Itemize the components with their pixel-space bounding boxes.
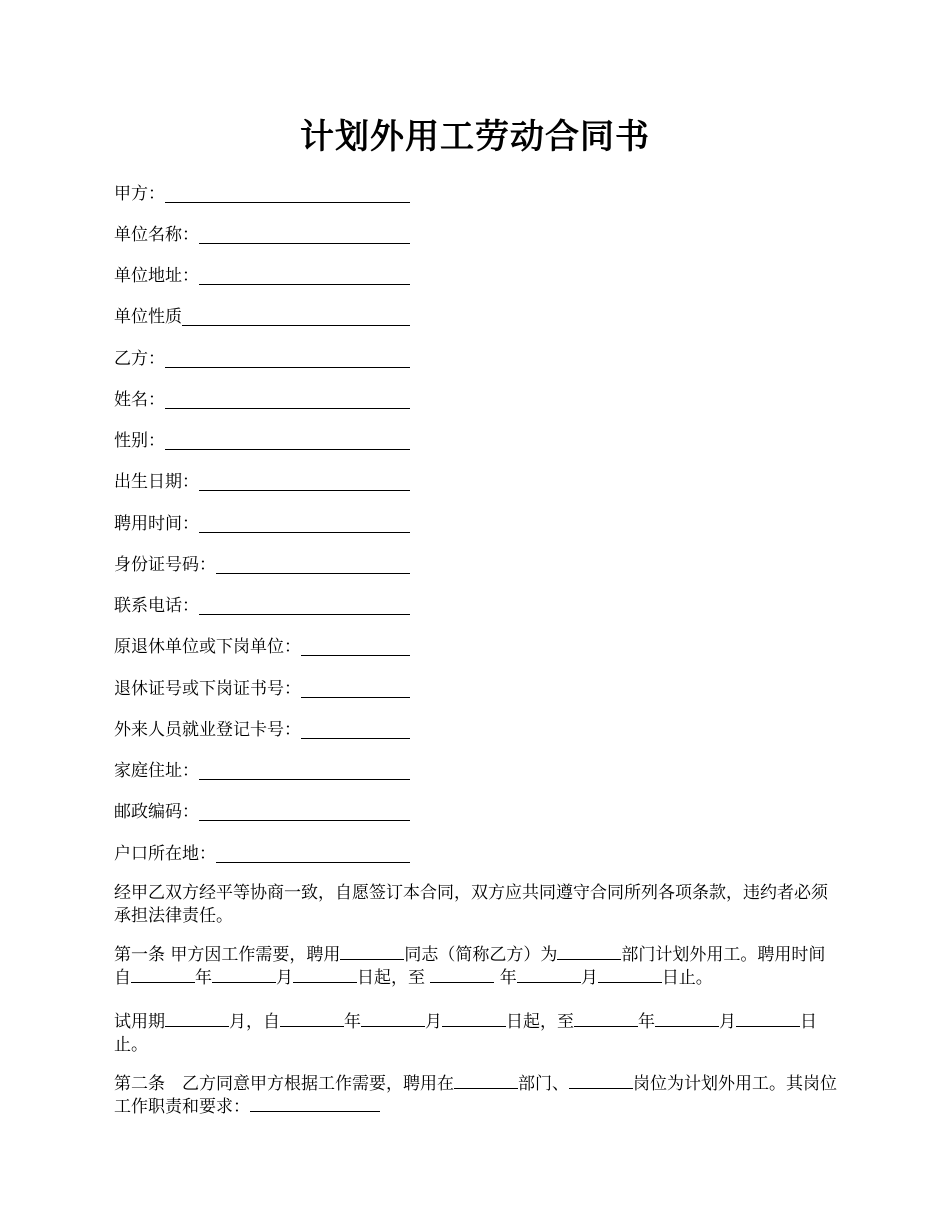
blank-line[interactable]	[736, 1011, 800, 1027]
fill-in-line[interactable]	[199, 514, 410, 533]
field-birth-date	[114, 468, 410, 494]
field-unit-address	[114, 262, 410, 288]
paragraph-text: 日起，至	[357, 968, 431, 988]
paragraph-text: 部门计划外用工。聘用时间自	[114, 945, 826, 988]
paragraph-text: 年	[494, 968, 517, 988]
field-former-unit	[114, 633, 410, 659]
paragraph-text: 月	[276, 968, 293, 988]
document-title: 计划外用工劳动合同书	[300, 117, 650, 157]
field-party-a	[114, 180, 410, 206]
blank-line[interactable]	[250, 1096, 380, 1112]
blank-line[interactable]	[442, 1011, 506, 1027]
field-employment-time	[114, 510, 410, 536]
blank-line[interactable]	[557, 944, 621, 960]
field-home-address	[114, 757, 410, 783]
paragraph-text: 年	[344, 1012, 361, 1032]
fill-in-line[interactable]	[165, 431, 410, 450]
field-label: 乙方：	[114, 349, 165, 369]
field-label: 甲方：	[114, 184, 165, 204]
fill-in-line[interactable]	[182, 307, 410, 326]
paragraph-text: 同志（简称乙方）为	[404, 945, 558, 965]
paragraph-text: 月，自	[229, 1012, 280, 1032]
field-label: 户口所在地：	[114, 844, 216, 864]
intro-paragraph: 经甲乙双方经平等协商一致，自愿签订本合同，双方应共同遵守合同所列各项条款，违约者必须承担法律责任。	[114, 883, 828, 926]
paragraph-text: 年	[195, 968, 212, 988]
paragraph-text: 第一条 甲方因工作需要，聘用	[114, 945, 341, 965]
fill-in-line[interactable]	[165, 390, 410, 409]
probation-paragraph	[114, 1011, 838, 1057]
field-label: 姓名：	[114, 390, 165, 410]
fill-in-line[interactable]	[199, 802, 410, 821]
fill-in-line[interactable]	[199, 596, 410, 615]
article-1-paragraph	[114, 944, 838, 990]
field-label: 单位名称：	[114, 225, 199, 245]
field-unit-nature	[114, 303, 410, 329]
field-label: 身份证号码：	[114, 555, 216, 575]
field-registration-card	[114, 716, 410, 742]
blank-line[interactable]	[361, 1011, 425, 1027]
field-label: 单位地址：	[114, 266, 199, 286]
field-label: 家庭住址：	[114, 761, 199, 781]
blank-line[interactable]	[598, 967, 662, 983]
paragraph-text: 第二条 乙方同意甲方根据工作需要，聘用在	[114, 1074, 454, 1094]
fill-in-line[interactable]	[301, 679, 410, 698]
paragraph-text: 日止。	[114, 1012, 817, 1055]
field-label: 原退休单位或下岗单位：	[114, 637, 301, 657]
paragraph-text: 日止。	[661, 968, 713, 988]
blank-line[interactable]	[574, 1011, 638, 1027]
fill-in-line[interactable]	[199, 266, 410, 285]
fill-in-line[interactable]	[165, 349, 410, 368]
paragraph-text: 年	[638, 1012, 655, 1032]
blank-line[interactable]	[131, 967, 195, 983]
fill-in-line[interactable]	[199, 761, 410, 780]
fill-in-line[interactable]	[199, 472, 410, 491]
field-gender	[114, 427, 410, 453]
fill-in-line[interactable]	[165, 184, 410, 203]
blank-line[interactable]	[517, 967, 581, 983]
fill-in-line[interactable]	[301, 637, 410, 656]
paragraph-text: 试用期	[114, 1012, 165, 1032]
fill-in-line[interactable]	[301, 720, 410, 739]
blank-line[interactable]	[454, 1073, 518, 1089]
paragraph-text: 部门、	[518, 1074, 569, 1094]
paragraph-text: 月	[580, 968, 598, 988]
field-certificate-number	[114, 675, 410, 701]
fill-in-line[interactable]	[216, 555, 410, 574]
field-label: 邮政编码：	[114, 802, 199, 822]
blank-line[interactable]	[430, 967, 494, 983]
paragraph-text: 月	[425, 1012, 442, 1032]
blank-line[interactable]	[293, 967, 357, 983]
fill-in-line[interactable]	[199, 225, 410, 244]
blank-line[interactable]	[280, 1011, 344, 1027]
field-phone	[114, 592, 410, 618]
field-label: 单位性质	[114, 307, 182, 327]
blank-line[interactable]	[165, 1011, 229, 1027]
field-household-registration	[114, 840, 410, 866]
field-postal-code	[114, 798, 410, 824]
blank-line[interactable]	[340, 944, 404, 960]
paragraph-text: 岗位为计划外用工。其岗位工作职责和要求：	[114, 1074, 837, 1117]
field-label: 聘用时间：	[114, 514, 199, 534]
field-id-number	[114, 551, 410, 577]
paragraph-text: 日起，至	[506, 1012, 574, 1032]
blank-line[interactable]	[655, 1011, 719, 1027]
blank-line[interactable]	[569, 1073, 633, 1089]
field-name	[114, 386, 410, 412]
paragraph-text: 月	[719, 1012, 736, 1032]
field-label: 联系电话：	[114, 596, 199, 616]
field-label: 外来人员就业登记卡号：	[114, 720, 301, 740]
field-unit-name	[114, 221, 410, 247]
field-label: 性别：	[114, 431, 165, 451]
fill-in-line[interactable]	[216, 844, 410, 863]
article-2-paragraph	[114, 1073, 838, 1119]
field-label: 退休证号或下岗证书号：	[114, 679, 301, 699]
field-label: 出生日期：	[114, 472, 199, 492]
blank-line[interactable]	[212, 967, 276, 983]
field-party-b	[114, 345, 410, 371]
